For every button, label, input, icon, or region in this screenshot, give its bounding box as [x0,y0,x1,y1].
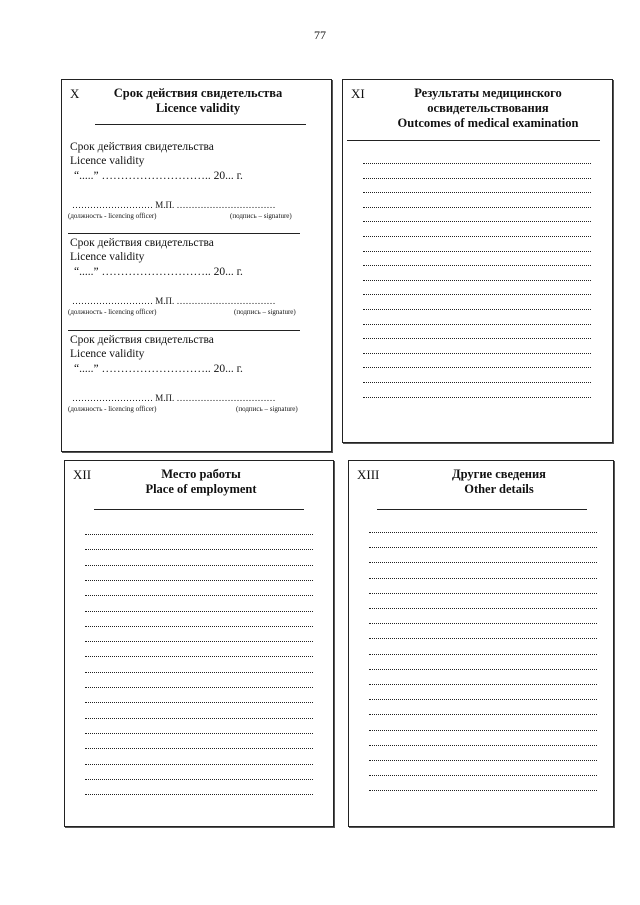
dotted-entry-line[interactable] [85,687,313,688]
dotted-entry-line[interactable] [85,656,313,657]
dotted-entry-line[interactable] [363,251,591,252]
validity-label-ru: Срок действия свидетельства [70,237,214,249]
section-xi-numeral: XI [351,86,365,101]
section-xii-numeral: XII [73,467,92,482]
dotted-entry-line[interactable] [363,294,591,295]
signature-line-1[interactable]: ……………………… М.П. …………………………… [72,200,276,210]
section-xi-title-rule [347,140,600,141]
dotted-entry-line[interactable] [85,565,313,566]
officer-caption-1: (должность - licencing officer) [68,212,157,220]
dotted-entry-line[interactable] [369,532,597,533]
section-xii-title [95,467,307,497]
dotted-entry-line[interactable] [369,578,597,579]
dotted-entry-line[interactable] [363,382,591,383]
section-x-numeral: X [70,86,80,101]
dotted-entry-line[interactable] [369,684,597,685]
section-x-licence-validity [61,79,332,452]
dotted-entry-line[interactable] [85,779,313,780]
validity-date-field[interactable]: “.....” ……………………….. 20... г. [74,363,243,375]
section-x-title [92,86,304,116]
dotted-entry-line[interactable] [369,760,597,761]
section-xii-title-rule [94,509,304,510]
officer-caption-2: (должность - licencing officer) [68,308,157,316]
section-xi-title-ru-2: освидетельствования [427,101,549,115]
dotted-entry-line[interactable] [369,654,597,655]
dotted-entry-line[interactable] [369,790,597,791]
dotted-entry-line[interactable] [85,794,313,795]
dotted-entry-line[interactable] [85,733,313,734]
section-xiii-title-rule [377,509,587,510]
dotted-entry-line[interactable] [363,178,591,179]
dotted-entry-line[interactable] [85,641,313,642]
validity-label-en: Licence validity [70,348,145,360]
dotted-entry-line[interactable] [363,338,591,339]
validity-label-ru: Срок действия свидетельства [70,334,214,346]
section-xi-medical-outcomes [342,79,613,443]
section-xi-title [373,86,603,131]
dotted-entry-line[interactable] [85,764,313,765]
dotted-entry-line[interactable] [369,745,597,746]
section-x-title-en: Licence validity [155,101,241,115]
signature-caption-2: (подпись – signature) [234,308,296,316]
section-x-title-rule [95,124,306,125]
validity-entry-2 [70,236,243,279]
dotted-entry-line[interactable] [85,702,313,703]
dotted-entry-line[interactable] [85,672,313,673]
section-xiii-title-en: Other details [464,482,534,496]
dotted-entry-line[interactable] [369,623,597,624]
dotted-entry-line[interactable] [85,748,313,749]
dotted-entry-line[interactable] [363,265,591,266]
dotted-entry-line[interactable] [363,163,591,164]
section-xi-title-en: Outcomes of medical examination [397,116,579,130]
dotted-entry-line[interactable] [369,775,597,776]
dotted-entry-line[interactable] [85,534,313,535]
dotted-entry-line[interactable] [85,549,313,550]
dotted-entry-line[interactable] [369,714,597,715]
validity-entry-3 [70,333,243,376]
dotted-entry-line[interactable] [369,608,597,609]
dotted-entry-line[interactable] [369,730,597,731]
validity-label-en: Licence validity [70,251,145,263]
dotted-entry-line[interactable] [363,353,591,354]
section-xiii-numeral: XIII [357,467,380,482]
dotted-entry-line[interactable] [85,595,313,596]
validity-date-field[interactable]: “.....” ……………………….. 20... г. [74,266,243,278]
dotted-entry-line[interactable] [369,593,597,594]
entry-separator-2 [68,330,300,331]
dotted-entry-line[interactable] [363,192,591,193]
section-xiii-other-details [348,460,614,827]
officer-caption-3: (должность - licencing officer) [68,405,157,413]
signature-line-2[interactable]: ……………………… М.П. …………………………… [72,296,276,306]
dotted-entry-line[interactable] [85,580,313,581]
dotted-entry-line[interactable] [363,236,591,237]
section-xi-title-ru-1: Результаты медицинского [414,86,562,100]
dotted-entry-line[interactable] [85,718,313,719]
dotted-entry-line[interactable] [363,324,591,325]
dotted-entry-line[interactable] [369,547,597,548]
dotted-entry-line[interactable] [369,699,597,700]
section-xii-title-ru: Место работы [161,467,241,481]
validity-entry-1 [70,140,243,183]
section-xiii-title-ru: Другие сведения [452,467,546,481]
signature-line-3[interactable]: ……………………… М.П. …………………………… [72,393,276,403]
section-xiii-title [399,467,599,497]
section-xii-place-of-employment [64,460,334,827]
dotted-entry-line[interactable] [363,397,591,398]
entry-separator-1 [68,233,300,234]
dotted-entry-line[interactable] [363,221,591,222]
dotted-entry-line[interactable] [85,611,313,612]
dotted-entry-line[interactable] [363,367,591,368]
dotted-entry-line[interactable] [369,669,597,670]
validity-label-en: Licence validity [70,155,145,167]
dotted-entry-line[interactable] [363,280,591,281]
signature-caption-1: (подпись – signature) [230,212,292,220]
dotted-entry-line[interactable] [363,207,591,208]
page-number: 77 [314,28,326,42]
dotted-entry-line[interactable] [363,309,591,310]
signature-caption-3: (подпись – signature) [236,405,298,413]
section-xii-title-en: Place of employment [145,482,257,496]
validity-label-ru: Срок действия свидетельства [70,141,214,153]
dotted-entry-line[interactable] [85,626,313,627]
dotted-entry-line[interactable] [369,562,597,563]
section-x-title-ru: Срок действия свидетельства [113,86,283,100]
validity-date-field[interactable]: “.....” ……………………….. 20... г. [74,170,243,182]
dotted-entry-line[interactable] [369,638,597,639]
